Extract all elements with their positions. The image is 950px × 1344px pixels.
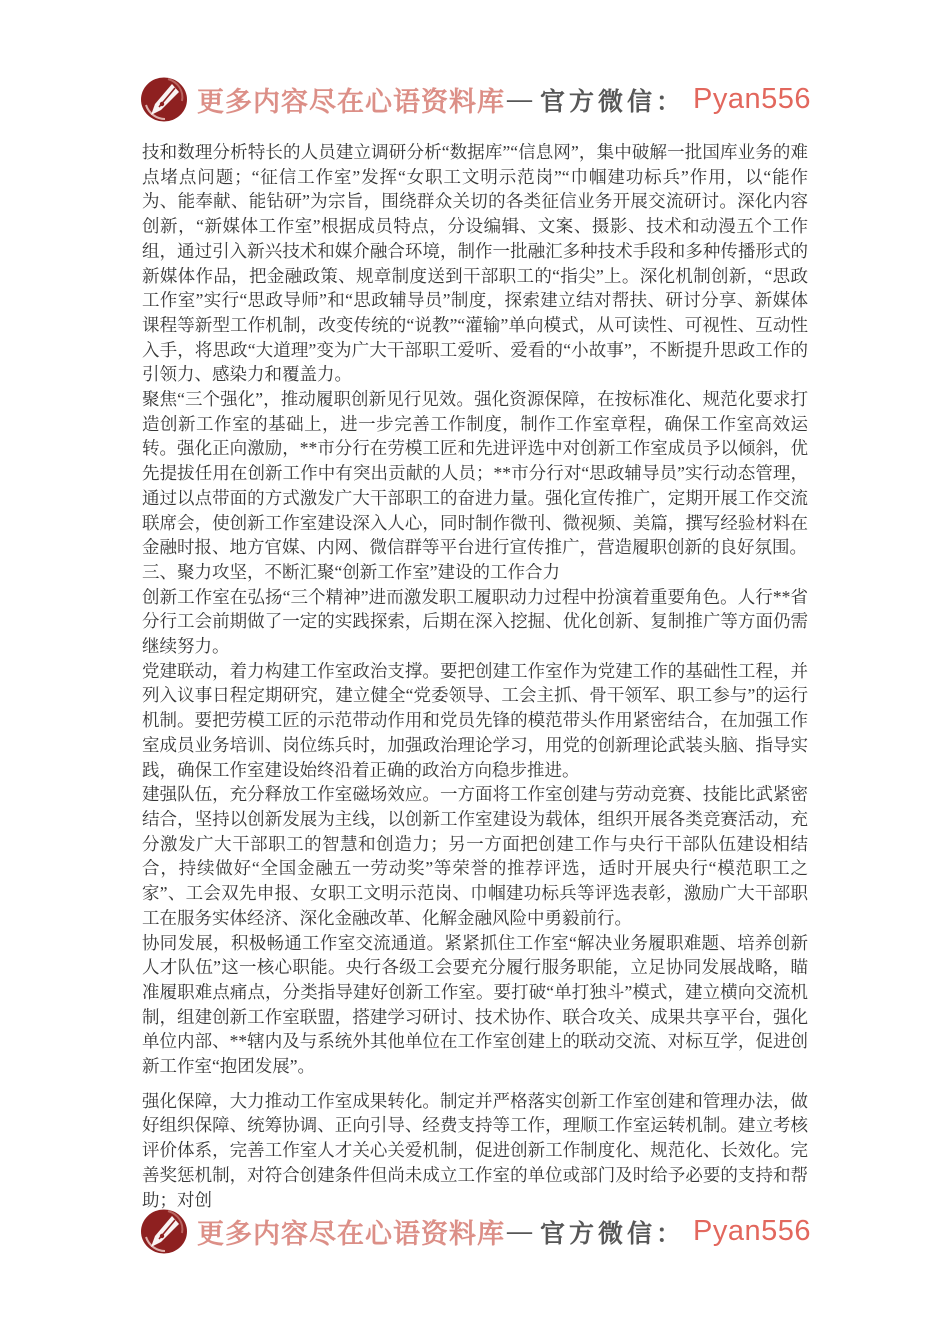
footer-watermark (0, 1208, 950, 1255)
paragraph-team-building: 建强队伍，充分释放工作室磁场效应。一方面将工作室创建与劳动竞赛、技能比武紧密结合，坚持以创新发展为主线，以创新工作室建设为载体，组织开展各类竞赛活动，充分激发广大干部职工的智慧和创造力；另一方面把创建工作与央行干部队伍建设相结合，持续做好“全国金融五一劳动奖”等荣誉的推荐评选，适时开展央行“模范职工之家”、工会双先申报、女职工文明示范岗、巾帼建功标兵等评选表彰，激励广大干部职工在服务实体经济、深化金融改革、化解金融风险中勇毅前行。 (142, 784, 808, 928)
watermark-separator: — (506, 85, 532, 113)
paragraph-party-building: 党建联动，着力构建工作室政治支撑。要把创建工作室作为党建工作的基础性工程，并列入议事日程定期研究，建立健全“党委领导、工会主抓、骨干领军、职工参与”的运行机制。要把劳模工匠的示范带动作用和党员先锋的模范带头作用紧密结合，在加强工作室成员业务培训、岗位练兵时，加强政治理论学习，用党的创新理论武装头脑、指导实践，确保工作室建设始终沿着正确的政治方向稳步推进。 (142, 660, 808, 780)
document-body (142, 140, 808, 1212)
paragraph-three-strengthenings: 聚焦“三个强化”，推动履职创新见行见效。强化资源保障，在按标准化、规范化要求打造创新工作室的基础上，进一步完善工作制度，制作工作室章程，确保工作室高效运转。强化正向激励，**市分行在劳模工匠和先进评选中对创新工作室成员予以倾斜，优先提拔任用在创新工作中有突出贡献的人员；**市分行对“思政辅导员”实行动态管理，通过以点带面的方式激发广大干部职工的奋进力量。强化宣传推广，定期开展工作交流联席会，使创新工作室建设深入人心，同时制作微刊、微视频、美篇，撰写经验材料在金融时报、地方官媒、内网、微信群等平台进行宣传推广，营造履职创新的良好氛围。 (142, 389, 808, 558)
paragraph-coordinated-development: 协同发展，积极畅通工作室交流通道。紧紧抓住工作室“解决业务履职难题、培养创新人才队伍”这一核心职能。央行各级工会要充分履行服务职能，立足协同发展战略，瞄准履职难点痛点，分类指导建好创新工作室。要打破“单打独斗”模式，建立横向交流机制，组建创新工作室联盟，搭建学习研讨、技术协作、联合攻关、成果共享平台，强化单位内部、**辖内及与系统外其他单位在工作室创建上的联动交流、对标互学，促进创新工作室“抱团发展”。 (142, 932, 808, 1077)
watermark-title: 更多内容尽在心语资料库 (196, 87, 505, 117)
watermark-separator: — (506, 1217, 532, 1245)
pen-nib-circle-icon (139, 76, 189, 123)
paragraph-guarantee: 强化保障，大力推动工作室成果转化。制定并严格落实创新工作室创建和管理办法，做好组织保障、统筹协调、正向引导、经费支持等工作，理顺工作室运转机制。建立考核评价体系，完善工作室人才关心关爱机制，促进创新工作制度化、规范化、长效化。完善奖惩机制，对符合创建条件但尚未成立工作室的单位或部门及时给予必要的支持和帮助；对创 (142, 1090, 808, 1210)
watermark-title: 更多内容尽在心语资料库 (196, 1219, 505, 1249)
pen-nib-circle-icon (139, 1208, 189, 1255)
watermark-wechat-label: 官方微信： (539, 88, 685, 116)
section-heading-three: 三、聚力攻坚，不断汇聚“创新工作室”建设的工作合力 (142, 561, 561, 582)
header-watermark (0, 76, 950, 123)
watermark-wechat-label: 官方微信： (539, 1220, 685, 1248)
watermark-wechat-id: Pyan556 (693, 83, 811, 115)
paragraph-role-intro: 创新工作室在弘扬“三个精神”进而激发职工履职动力过程中扮演着重要角色。人行**省分行工会前期做了一定的实践探索，后期在深入挖掘、优化创新、复制推广等方面仍需继续努力。 (142, 586, 808, 657)
watermark-wechat-id: Pyan556 (693, 1215, 811, 1247)
paragraph-continuation: 技和数理分析特长的人员建立调研分析“数据库”“信息网”，集中破解一批国库业务的难点堵点问题；“征信工作室”发挥“女职工文明示范岗”“巾帼建功标兵”作用，以“能作为、能奉献、能钻研”为宗旨，围绕群众关切的各类征信业务开展交流研讨。深化内容创新，“新媒体工作室”根据成员特点，分设编辑、文案、摄影、技术和动漫五个工作组，通过引入新兴技术和媒介融合环境，制作一批融汇多种技术手段和多种传播形式的新媒体作品，把金融政策、规章制度送到干部职工的“指尖”上。深化机制创新，“思政工作室”实行“思政导师”和“思政辅导员”制度，探索建立结对帮扶、研讨分享、新媒体课程等新型工作机制，改变传统的“说教”“灌输”单向模式，从可读性、可视性、互动性入手，将思政“大道理”变为广大干部职工爱听、爱看的“小故事”，不断提升思政工作的引领力、感染力和覆盖力。 (142, 142, 808, 385)
